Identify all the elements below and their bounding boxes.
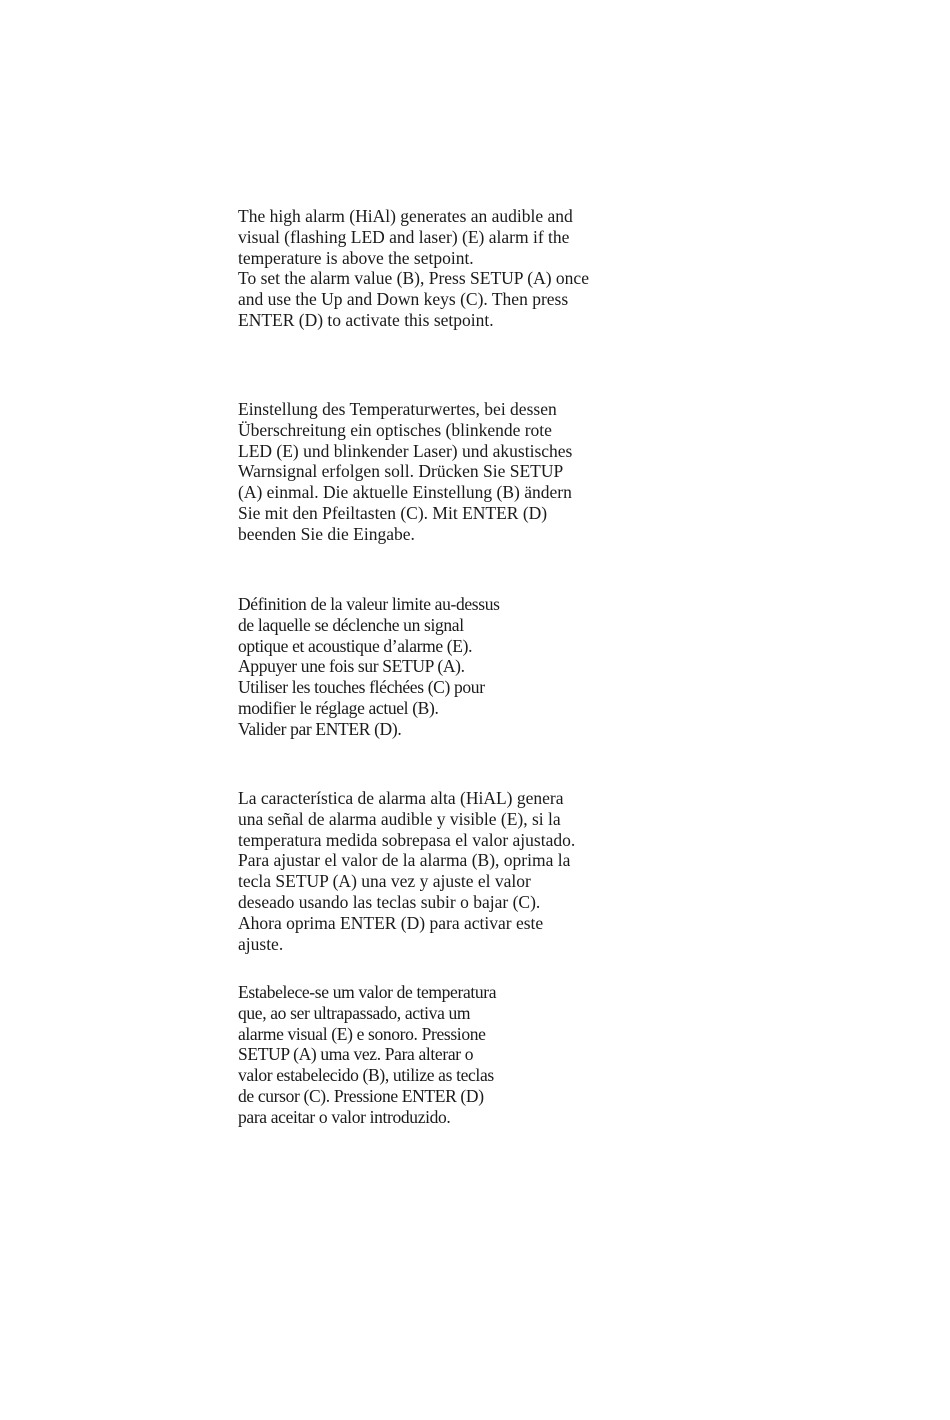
text-line: temperature is above the setpoint. — [238, 247, 474, 268]
text-line: Warnsignal erfolgen soll. Drücken Sie SETUP — [238, 461, 564, 482]
text-line: Sie mit den Pfeiltasten (C). Mit ENTER (D) — [238, 502, 548, 523]
text-line: ajuste. — [238, 933, 284, 954]
text-line: Estabelece-se um valor de temperatura — [238, 982, 497, 1002]
text-line: Einstellung des Temperaturwertes, bei dessen — [238, 399, 557, 419]
text-line: Définition de la valeur limite au-dessus — [238, 594, 500, 614]
text-line: que, ao ser ultrapassado, activa um — [238, 1002, 471, 1023]
text-line: tecla SETUP (A) una vez y ajuste el valor — [238, 871, 531, 892]
text-line: optique et acoustique d’alarme (E). — [238, 635, 473, 656]
text-line: Para ajustar el valor de la alarma (B), oprima la — [238, 850, 571, 871]
text-line: beenden Sie die Eingabe. — [238, 523, 415, 544]
text-line: Appuyer une fois sur SETUP (A). — [238, 656, 465, 677]
text-line: para aceitar o valor introduzido. — [238, 1106, 451, 1127]
text-line: una señal de alarma audible y visible (E), si la — [238, 808, 561, 829]
paragraph-spanish — [238, 788, 658, 954]
paragraph-french — [238, 594, 658, 740]
text-line: deseado usando las teclas subir o bajar (C). — [238, 891, 541, 912]
text-line: The high alarm (HiAl) generates an audible and — [238, 206, 573, 226]
text-line: de laquelle se déclenche un signal — [238, 614, 464, 635]
text-line: (A) einmal. Die aktuelle Einstellung (B) ändern — [238, 482, 572, 503]
text-line: LED (E) und blinkender Laser) und akustisches — [238, 440, 573, 461]
text-line: temperatura medida sobrepasa el valor ajustado. — [238, 829, 576, 850]
text-line: Utiliser les touches fléchées (C) pour — [238, 677, 485, 698]
text-line: de cursor (C). Pressione ENTER (D) — [238, 1085, 484, 1106]
text-line: and use the Up and Down keys (C). Then press — [238, 289, 569, 310]
text-line: La característica de alarma alta (HiAL) genera — [238, 788, 564, 808]
text-line: Ahora oprima ENTER (D) para activar este — [238, 912, 544, 933]
paragraph-portuguese — [238, 982, 658, 1128]
text-line: Überschreitung ein optisches (blinkende rote — [238, 419, 552, 440]
text-line: Valider par ENTER (D). — [238, 718, 402, 739]
text-line: SETUP (A) uma vez. Para alterar o — [238, 1044, 474, 1065]
text-line: To set the alarm value (B), Press SETUP (A) once — [238, 268, 589, 289]
paragraph-english — [238, 206, 658, 331]
text-line: visual (flashing LED and laser) (E) alarm if the — [238, 226, 570, 247]
text-line: valor estabelecido (B), utilize as teclas — [238, 1065, 494, 1086]
text-line: alarme visual (E) e sonoro. Pressione — [238, 1023, 486, 1044]
text-line: modifier le réglage actuel (B). — [238, 697, 439, 718]
paragraph-german — [238, 399, 658, 545]
text-line: ENTER (D) to activate this setpoint. — [238, 309, 494, 330]
